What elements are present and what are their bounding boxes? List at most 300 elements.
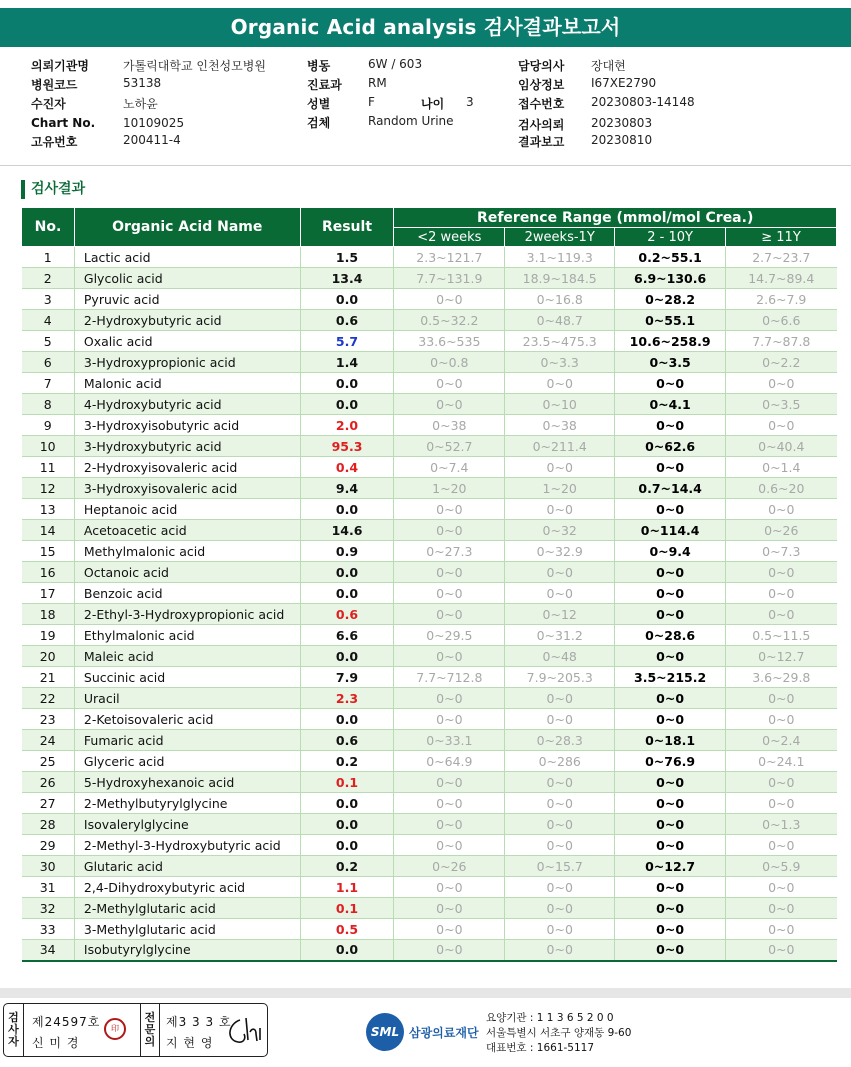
info-label: Chart No. bbox=[31, 116, 96, 130]
result-value: 13.4 bbox=[300, 268, 394, 289]
row-no: 33 bbox=[22, 919, 75, 940]
report-title: Organic Acid analysis 검사결과보고서 bbox=[0, 8, 851, 47]
ref-under-2-weeks: 0~0 bbox=[394, 772, 505, 793]
acid-name: Glyceric acid bbox=[74, 751, 300, 772]
table-row bbox=[22, 541, 837, 562]
table-row bbox=[22, 688, 837, 709]
ref-2weeks-1y: 0~15.7 bbox=[505, 856, 615, 877]
ref-11y-plus: 0~0 bbox=[726, 772, 837, 793]
ref-2weeks-1y: 0~0 bbox=[505, 499, 615, 520]
table-row bbox=[22, 751, 837, 772]
divider bbox=[0, 165, 851, 166]
seal-icon: 印 bbox=[104, 1018, 126, 1040]
ref-2weeks-1y: 0~3.3 bbox=[505, 352, 615, 373]
ref-2weeks-1y: 0~0 bbox=[505, 835, 615, 856]
ref-11y-plus: 0~0 bbox=[726, 373, 837, 394]
logo-mark: SML bbox=[366, 1013, 404, 1051]
logo-name: 삼광의료재단 bbox=[409, 1025, 479, 1040]
ref-under-2-weeks: 0~0 bbox=[394, 898, 505, 919]
row-no: 29 bbox=[22, 835, 75, 856]
table-row bbox=[22, 814, 837, 835]
info-value: 노하윤 bbox=[123, 97, 158, 111]
ref-under-2-weeks: 0~0 bbox=[394, 877, 505, 898]
acid-name: 2-Hydroxybutyric acid bbox=[74, 310, 300, 331]
signature-box bbox=[3, 1003, 268, 1057]
ref-2weeks-1y: 23.5~475.3 bbox=[505, 331, 615, 352]
row-no: 9 bbox=[22, 415, 75, 436]
table-row bbox=[22, 919, 837, 940]
result-value: 2.0 bbox=[300, 415, 394, 436]
info-value: 가톨릭대학교 인천성모병원 bbox=[123, 59, 266, 73]
ref-11y-plus: 0~6.6 bbox=[726, 310, 837, 331]
ref-2-10y: 0~0 bbox=[615, 415, 726, 436]
ref-under-2-weeks: 0~64.9 bbox=[394, 751, 505, 772]
row-no: 11 bbox=[22, 457, 75, 478]
row-no: 34 bbox=[22, 940, 75, 961]
ref-11y-plus: 7.7~87.8 bbox=[726, 331, 837, 352]
ref-2weeks-1y: 0~12 bbox=[505, 604, 615, 625]
table-row bbox=[22, 310, 837, 331]
result-value: 95.3 bbox=[300, 436, 394, 457]
acid-name: Ethylmalonic acid bbox=[74, 625, 300, 646]
contact-line: 대표번호 : 1661-5117 bbox=[486, 1042, 595, 1054]
ref-11y-plus: 0~1.4 bbox=[726, 457, 837, 478]
ref-2-10y: 0~3.5 bbox=[615, 352, 726, 373]
ref-2weeks-1y: 0~48 bbox=[505, 646, 615, 667]
ref-2-10y: 0~4.1 bbox=[615, 394, 726, 415]
table-row bbox=[22, 457, 837, 478]
ref-2-10y: 0.7~14.4 bbox=[615, 478, 726, 499]
ref-2-10y: 0~114.4 bbox=[615, 520, 726, 541]
acid-name: Pyruvic acid bbox=[74, 289, 300, 310]
ref-2weeks-1y: 1~20 bbox=[505, 478, 615, 499]
result-value: 0.0 bbox=[300, 709, 394, 730]
result-value: 9.4 bbox=[300, 478, 394, 499]
info-label: 결과보고 bbox=[518, 135, 565, 149]
ref-under-2-weeks: 33.6~535 bbox=[394, 331, 505, 352]
acid-name: Fumaric acid bbox=[74, 730, 300, 751]
ref-11y-plus: 0~0 bbox=[726, 499, 837, 520]
row-no: 28 bbox=[22, 814, 75, 835]
ref-2weeks-1y: 0~0 bbox=[505, 772, 615, 793]
header-name: Organic Acid Name bbox=[74, 208, 300, 247]
result-value: 0.0 bbox=[300, 373, 394, 394]
row-no: 3 bbox=[22, 289, 75, 310]
acid-name: Glutaric acid bbox=[74, 856, 300, 877]
info-value: 3 bbox=[466, 95, 474, 109]
table-row bbox=[22, 268, 837, 289]
result-value: 0.5 bbox=[300, 919, 394, 940]
ref-2-10y: 10.6~258.9 bbox=[615, 331, 726, 352]
acid-name: 3-Hydroxyisobutyric acid bbox=[74, 415, 300, 436]
info-value: F bbox=[368, 95, 375, 109]
ref-under-2-weeks: 0~0 bbox=[394, 646, 505, 667]
ref-under-2-weeks: 0~0 bbox=[394, 793, 505, 814]
ref-under-2-weeks: 0~33.1 bbox=[394, 730, 505, 751]
ref-2weeks-1y: 0~31.2 bbox=[505, 625, 615, 646]
ref-under-2-weeks: 0~0 bbox=[394, 919, 505, 940]
ref-2-10y: 0~9.4 bbox=[615, 541, 726, 562]
row-no: 17 bbox=[22, 583, 75, 604]
row-no: 1 bbox=[22, 247, 75, 268]
ref-2weeks-1y: 0~0 bbox=[505, 793, 615, 814]
ref-under-2-weeks: 0~0 bbox=[394, 583, 505, 604]
specialist-label: 전 문 의 bbox=[140, 1004, 160, 1056]
ref-11y-plus: 0~0 bbox=[726, 835, 837, 856]
acid-name: 2-Methylglutaric acid bbox=[74, 898, 300, 919]
ref-under-2-weeks: 7.7~131.9 bbox=[394, 268, 505, 289]
examiner-license: 제24597호 bbox=[32, 1015, 101, 1029]
table-row bbox=[22, 646, 837, 667]
result-value: 0.2 bbox=[300, 751, 394, 772]
info-label: 고유번호 bbox=[31, 135, 78, 149]
acid-name: Uracil bbox=[74, 688, 300, 709]
row-no: 2 bbox=[22, 268, 75, 289]
info-label: 임상정보 bbox=[518, 78, 565, 92]
ref-2weeks-1y: 0~0 bbox=[505, 814, 615, 835]
ref-11y-plus: 14.7~89.4 bbox=[726, 268, 837, 289]
ref-11y-plus: 0~0 bbox=[726, 562, 837, 583]
row-no: 6 bbox=[22, 352, 75, 373]
ref-under-2-weeks: 0~0 bbox=[394, 835, 505, 856]
acid-name: Benzoic acid bbox=[74, 583, 300, 604]
info-value: 200411-4 bbox=[123, 133, 181, 147]
ref-2weeks-1y: 0~16.8 bbox=[505, 289, 615, 310]
header-no: No. bbox=[22, 208, 75, 247]
ref-2-10y: 0~0 bbox=[615, 898, 726, 919]
result-value: 0.0 bbox=[300, 583, 394, 604]
info-label: 성별 bbox=[307, 97, 331, 111]
ref-2weeks-1y: 7.9~205.3 bbox=[505, 667, 615, 688]
ref-11y-plus: 0~3.5 bbox=[726, 394, 837, 415]
ref-2-10y: 0~0 bbox=[615, 835, 726, 856]
ref-under-2-weeks: 0~0 bbox=[394, 499, 505, 520]
info-label: 수진자 bbox=[31, 97, 66, 111]
row-no: 26 bbox=[22, 772, 75, 793]
result-value: 0.0 bbox=[300, 814, 394, 835]
info-label: 의뢰기관명 bbox=[31, 59, 89, 73]
ref-under-2-weeks: 0~0 bbox=[394, 289, 505, 310]
result-value: 0.1 bbox=[300, 898, 394, 919]
row-no: 22 bbox=[22, 688, 75, 709]
acid-name: Malonic acid bbox=[74, 373, 300, 394]
info-value: Random Urine bbox=[368, 114, 454, 128]
result-value: 0.6 bbox=[300, 730, 394, 751]
contact-line: 요양기관 : 1 1 3 6 5 2 0 0 bbox=[486, 1012, 614, 1024]
table-row bbox=[22, 247, 837, 268]
table-row bbox=[22, 289, 837, 310]
acid-name: Acetoacetic acid bbox=[74, 520, 300, 541]
row-no: 4 bbox=[22, 310, 75, 331]
row-no: 20 bbox=[22, 646, 75, 667]
acid-name: Maleic acid bbox=[74, 646, 300, 667]
ref-under-2-weeks: 0~0 bbox=[394, 562, 505, 583]
result-value: 0.0 bbox=[300, 289, 394, 310]
ref-11y-plus: 0~0 bbox=[726, 604, 837, 625]
ref-under-2-weeks: 0~0 bbox=[394, 814, 505, 835]
result-value: 0.0 bbox=[300, 940, 394, 961]
ref-under-2-weeks: 0~0 bbox=[394, 394, 505, 415]
footer-divider bbox=[0, 988, 851, 998]
acid-name: Methylmalonic acid bbox=[74, 541, 300, 562]
ref-2weeks-1y: 0~0 bbox=[505, 688, 615, 709]
row-no: 30 bbox=[22, 856, 75, 877]
ref-2-10y: 0~76.9 bbox=[615, 751, 726, 772]
result-value: 1.1 bbox=[300, 877, 394, 898]
ref-under-2-weeks: 0~38 bbox=[394, 415, 505, 436]
acid-name: Succinic acid bbox=[74, 667, 300, 688]
ref-2weeks-1y: 0~0 bbox=[505, 457, 615, 478]
ref-11y-plus: 0~2.4 bbox=[726, 730, 837, 751]
ref-under-2-weeks: 0~29.5 bbox=[394, 625, 505, 646]
acid-name: Lactic acid bbox=[74, 247, 300, 268]
acid-name: Oxalic acid bbox=[74, 331, 300, 352]
ref-2-10y: 0~0 bbox=[615, 940, 726, 961]
ref-under-2-weeks: 0~0.8 bbox=[394, 352, 505, 373]
ref-2-10y: 0~0 bbox=[615, 688, 726, 709]
row-no: 19 bbox=[22, 625, 75, 646]
patient-info bbox=[0, 55, 851, 155]
ref-2weeks-1y: 0~0 bbox=[505, 709, 615, 730]
ref-11y-plus: 0~0 bbox=[726, 688, 837, 709]
ref-2weeks-1y: 0~10 bbox=[505, 394, 615, 415]
row-no: 5 bbox=[22, 331, 75, 352]
ref-under-2-weeks: 7.7~712.8 bbox=[394, 667, 505, 688]
ref-11y-plus: 0~0 bbox=[726, 709, 837, 730]
ref-11y-plus: 0~1.3 bbox=[726, 814, 837, 835]
ref-2weeks-1y: 0~0 bbox=[505, 562, 615, 583]
info-label: 담당의사 bbox=[518, 59, 565, 73]
ref-2weeks-1y: 0~32.9 bbox=[505, 541, 615, 562]
ref-2-10y: 0~28.2 bbox=[615, 289, 726, 310]
info-value: 20230810 bbox=[591, 133, 653, 147]
acid-name: Glycolic acid bbox=[74, 268, 300, 289]
result-value: 1.5 bbox=[300, 247, 394, 268]
acid-name: 4-Hydroxybutyric acid bbox=[74, 394, 300, 415]
table-row bbox=[22, 604, 837, 625]
ref-2-10y: 0~0 bbox=[615, 499, 726, 520]
contact-line: 서울특별시 서초구 양재동 9-60 bbox=[486, 1027, 632, 1039]
info-label: 검사의뢰 bbox=[518, 118, 565, 132]
result-value: 0.0 bbox=[300, 835, 394, 856]
header-reference: Reference Range (mmol/mol Crea.) bbox=[394, 208, 837, 228]
result-value: 0.0 bbox=[300, 646, 394, 667]
ref-2weeks-1y: 0~0 bbox=[505, 373, 615, 394]
table-row bbox=[22, 352, 837, 373]
row-no: 12 bbox=[22, 478, 75, 499]
result-value: 6.6 bbox=[300, 625, 394, 646]
table-row bbox=[22, 730, 837, 751]
info-value: 20230803 bbox=[591, 116, 653, 130]
ref-2-10y: 3.5~215.2 bbox=[615, 667, 726, 688]
acid-name: Isobutyrylglycine bbox=[74, 940, 300, 961]
row-no: 31 bbox=[22, 877, 75, 898]
ref-2-10y: 0~12.7 bbox=[615, 856, 726, 877]
ref-11y-plus: 0~0 bbox=[726, 583, 837, 604]
ref-under-2-weeks: 0~0 bbox=[394, 604, 505, 625]
result-value: 0.4 bbox=[300, 457, 394, 478]
header-range: 2 - 10Y bbox=[615, 228, 726, 247]
table-row bbox=[22, 877, 837, 898]
ref-2-10y: 0~55.1 bbox=[615, 310, 726, 331]
acid-name: Heptanoic acid bbox=[74, 499, 300, 520]
acid-name: 2-Methylbutyrylglycine bbox=[74, 793, 300, 814]
ref-11y-plus: 0~24.1 bbox=[726, 751, 837, 772]
ref-11y-plus: 0~0 bbox=[726, 877, 837, 898]
result-value: 1.4 bbox=[300, 352, 394, 373]
ref-2weeks-1y: 0~0 bbox=[505, 940, 615, 961]
ref-2-10y: 0~0 bbox=[615, 562, 726, 583]
ref-2weeks-1y: 18.9~184.5 bbox=[505, 268, 615, 289]
acid-name: 3-Hydroxybutyric acid bbox=[74, 436, 300, 457]
ref-under-2-weeks: 0.5~32.2 bbox=[394, 310, 505, 331]
specialist-license: 제3 3 3 호 bbox=[166, 1015, 232, 1029]
row-no: 23 bbox=[22, 709, 75, 730]
table-row bbox=[22, 583, 837, 604]
ref-11y-plus: 0.5~11.5 bbox=[726, 625, 837, 646]
acid-name: 3-Hydroxyisovaleric acid bbox=[74, 478, 300, 499]
acid-name: 3-Hydroxypropionic acid bbox=[74, 352, 300, 373]
ref-under-2-weeks: 0~52.7 bbox=[394, 436, 505, 457]
table-row bbox=[22, 772, 837, 793]
ref-under-2-weeks: 1~20 bbox=[394, 478, 505, 499]
specialist-name: 지 현 영 bbox=[166, 1036, 214, 1050]
table-row bbox=[22, 373, 837, 394]
info-label: 검체 bbox=[307, 116, 331, 130]
ref-under-2-weeks: 0~0 bbox=[394, 709, 505, 730]
acid-name: 2-Ketoisovaleric acid bbox=[74, 709, 300, 730]
ref-2-10y: 0~0 bbox=[615, 646, 726, 667]
table-row bbox=[22, 709, 837, 730]
row-no: 32 bbox=[22, 898, 75, 919]
table-row bbox=[22, 856, 837, 877]
info-label: 진료과 bbox=[307, 78, 342, 92]
acid-name: 5-Hydroxyhexanoic acid bbox=[74, 772, 300, 793]
row-no: 10 bbox=[22, 436, 75, 457]
ref-2-10y: 0~0 bbox=[615, 919, 726, 940]
row-no: 15 bbox=[22, 541, 75, 562]
ref-2-10y: 0~0 bbox=[615, 814, 726, 835]
ref-2weeks-1y: 0~0 bbox=[505, 877, 615, 898]
row-no: 24 bbox=[22, 730, 75, 751]
ref-2weeks-1y: 0~211.4 bbox=[505, 436, 615, 457]
table-row bbox=[22, 436, 837, 457]
result-value: 0.1 bbox=[300, 772, 394, 793]
ref-11y-plus: 0~2.2 bbox=[726, 352, 837, 373]
table-row bbox=[22, 667, 837, 688]
ref-under-2-weeks: 0~26 bbox=[394, 856, 505, 877]
result-value: 0.0 bbox=[300, 793, 394, 814]
ref-11y-plus: 0~12.7 bbox=[726, 646, 837, 667]
ref-2-10y: 0~0 bbox=[615, 604, 726, 625]
ref-2weeks-1y: 0~0 bbox=[505, 583, 615, 604]
ref-under-2-weeks: 0~7.4 bbox=[394, 457, 505, 478]
header-range: ≥ 11Y bbox=[726, 228, 837, 247]
table-row bbox=[22, 940, 837, 961]
header-result: Result bbox=[300, 208, 394, 247]
ref-2-10y: 0~0 bbox=[615, 772, 726, 793]
ref-11y-plus: 0~0 bbox=[726, 919, 837, 940]
ref-11y-plus: 2.7~23.7 bbox=[726, 247, 837, 268]
ref-2-10y: 0~18.1 bbox=[615, 730, 726, 751]
sml-logo bbox=[366, 1013, 479, 1051]
result-value: 14.6 bbox=[300, 520, 394, 541]
table-row bbox=[22, 562, 837, 583]
result-value: 0.0 bbox=[300, 499, 394, 520]
ref-11y-plus: 0~0 bbox=[726, 940, 837, 961]
ref-2weeks-1y: 0~28.3 bbox=[505, 730, 615, 751]
info-value: 6W / 603 bbox=[368, 57, 423, 71]
ref-2-10y: 0~0 bbox=[615, 373, 726, 394]
acid-name: 3-Methylglutaric acid bbox=[74, 919, 300, 940]
examiner-name: 신 미 경 bbox=[32, 1036, 80, 1050]
acid-name: Isovalerylglycine bbox=[74, 814, 300, 835]
section-title: 검사결과 bbox=[21, 180, 85, 199]
ref-2weeks-1y: 0~286 bbox=[505, 751, 615, 772]
row-no: 14 bbox=[22, 520, 75, 541]
ref-2weeks-1y: 0~38 bbox=[505, 415, 615, 436]
ref-under-2-weeks: 2.3~121.7 bbox=[394, 247, 505, 268]
info-label: 병원코드 bbox=[31, 78, 78, 92]
table-row bbox=[22, 478, 837, 499]
ref-11y-plus: 2.6~7.9 bbox=[726, 289, 837, 310]
table-row bbox=[22, 394, 837, 415]
ref-under-2-weeks: 0~0 bbox=[394, 688, 505, 709]
header-range: <2 weeks bbox=[394, 228, 505, 247]
table-row bbox=[22, 415, 837, 436]
ref-2-10y: 0~28.6 bbox=[615, 625, 726, 646]
ref-2-10y: 6.9~130.6 bbox=[615, 268, 726, 289]
ref-2weeks-1y: 0~0 bbox=[505, 919, 615, 940]
row-no: 18 bbox=[22, 604, 75, 625]
result-value: 0.9 bbox=[300, 541, 394, 562]
ref-2weeks-1y: 0~0 bbox=[505, 898, 615, 919]
info-label: 나이 bbox=[421, 97, 445, 111]
row-no: 21 bbox=[22, 667, 75, 688]
ref-2-10y: 0.2~55.1 bbox=[615, 247, 726, 268]
ref-under-2-weeks: 0~0 bbox=[394, 373, 505, 394]
ref-2weeks-1y: 3.1~119.3 bbox=[505, 247, 615, 268]
table-row bbox=[22, 499, 837, 520]
row-no: 25 bbox=[22, 751, 75, 772]
info-value: 10109025 bbox=[123, 116, 185, 130]
info-label: 접수번호 bbox=[518, 97, 565, 111]
row-no: 7 bbox=[22, 373, 75, 394]
acid-name: Octanoic acid bbox=[74, 562, 300, 583]
ref-11y-plus: 0~7.3 bbox=[726, 541, 837, 562]
ref-2-10y: 0~0 bbox=[615, 877, 726, 898]
row-no: 8 bbox=[22, 394, 75, 415]
row-no: 13 bbox=[22, 499, 75, 520]
signature-icon bbox=[224, 1014, 264, 1048]
acid-name: 2-Methyl-3-Hydroxybutyric acid bbox=[74, 835, 300, 856]
ref-2-10y: 0~62.6 bbox=[615, 436, 726, 457]
ref-11y-plus: 0~40.4 bbox=[726, 436, 837, 457]
results-table bbox=[21, 207, 837, 962]
ref-11y-plus: 0~26 bbox=[726, 520, 837, 541]
result-value: 0.0 bbox=[300, 394, 394, 415]
info-label: 병동 bbox=[307, 59, 331, 73]
ref-2weeks-1y: 0~32 bbox=[505, 520, 615, 541]
ref-2-10y: 0~0 bbox=[615, 583, 726, 604]
acid-name: 2-Ethyl-3-Hydroxypropionic acid bbox=[74, 604, 300, 625]
table-row bbox=[22, 835, 837, 856]
ref-11y-plus: 0.6~20 bbox=[726, 478, 837, 499]
result-value: 7.9 bbox=[300, 667, 394, 688]
info-value: 장대현 bbox=[591, 59, 626, 73]
info-value: 20230803-14148 bbox=[591, 95, 695, 109]
result-value: 0.6 bbox=[300, 604, 394, 625]
